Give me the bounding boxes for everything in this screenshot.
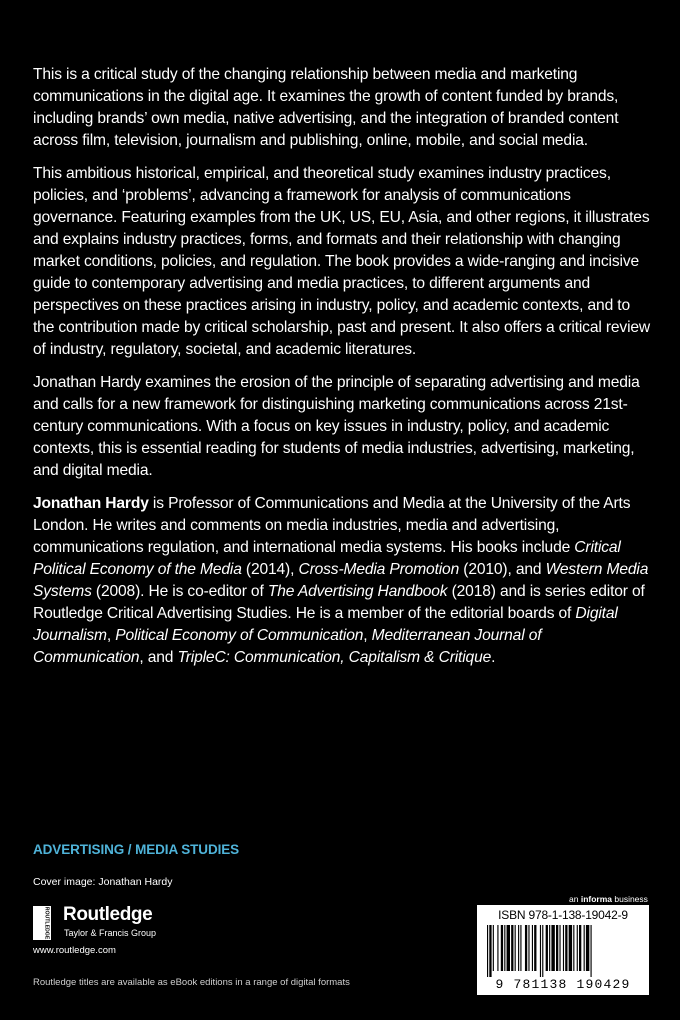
bio-text: , and bbox=[139, 649, 178, 666]
book-title: Critical Political Economy of the Media bbox=[33, 539, 621, 578]
bio-text: (2008). He is co-editor of bbox=[91, 583, 268, 600]
barcode-bar bbox=[551, 925, 554, 971]
informa-prefix: an bbox=[569, 894, 581, 904]
barcode-bar bbox=[493, 925, 494, 971]
bio-text: (2010), and bbox=[459, 561, 546, 578]
barcode-bar bbox=[569, 925, 572, 971]
bio-text: , bbox=[106, 627, 116, 644]
book-title: The Advertising Handbook bbox=[267, 583, 448, 600]
bio-text: , bbox=[363, 627, 372, 644]
barcode-bar bbox=[534, 925, 536, 971]
barcode-icon bbox=[483, 925, 643, 977]
barcode-bar bbox=[584, 925, 585, 971]
barcode-bar bbox=[511, 925, 513, 971]
journal-title: Mediterranean Journal of Communication bbox=[33, 627, 542, 666]
barcode-bar bbox=[577, 925, 578, 971]
informa-brand: informa bbox=[580, 894, 612, 904]
isbn-label: ISBN 978-1-138-19042-9 bbox=[498, 908, 628, 922]
barcode-bar bbox=[586, 925, 589, 971]
subject-category: ADVERTISING / MEDIA STUDIES bbox=[33, 842, 240, 857]
barcode-digits: 9 781138 190429 bbox=[495, 977, 631, 992]
barcode-bar bbox=[504, 925, 505, 971]
bio-text: (2018) and is series editor of Routledge Critical Advertising Studies. He is a member of the editorial boards of bbox=[33, 583, 645, 622]
barcode-bar bbox=[563, 925, 564, 971]
journal-title: Political Economy of Communication bbox=[115, 627, 364, 644]
publisher-website[interactable]: www.routledge.com bbox=[33, 945, 116, 956]
barcode-bar bbox=[540, 925, 541, 977]
cover-image-credit: Cover image: Jonathan Hardy bbox=[33, 876, 173, 888]
publisher-name: Routledge bbox=[63, 904, 153, 925]
ebook-note: Routledge titles are available as eBook editions in a range of digital formats bbox=[33, 977, 350, 988]
barcode-bar bbox=[556, 925, 558, 971]
book-title: Western Media Systems bbox=[33, 561, 649, 600]
journal-title: TripleC: Communication, Capitalism & Critique bbox=[177, 649, 492, 666]
journal-title: Digital Journalism bbox=[33, 605, 618, 644]
barcode-bar bbox=[518, 925, 519, 971]
bio-text: is Professor of Communications and Media at the University of the Arts London. He writes and comments on media industries, media and advertising, communications regulation, and international media systems. His books include bbox=[33, 495, 631, 556]
barcode-bar bbox=[532, 925, 533, 971]
barcode-bar bbox=[497, 925, 498, 971]
barcode-bar bbox=[542, 925, 543, 977]
informa-suffix: business bbox=[612, 894, 648, 904]
barcode-bar bbox=[573, 925, 574, 971]
author-bio bbox=[33, 493, 651, 669]
barcode-bar bbox=[579, 925, 581, 971]
routledge-mark-icon bbox=[33, 906, 51, 940]
barcode-bar bbox=[520, 925, 521, 971]
back-cover-blurb bbox=[33, 64, 651, 680]
barcode-bar bbox=[528, 925, 529, 971]
barcode-bar bbox=[515, 925, 516, 971]
mark-text: ROUTLEDGE bbox=[43, 906, 50, 940]
blurb-paragraph: Jonathan Hardy examines the erosion of the principle of separating advertising and media and calls for a new framework for distinguishing marketing communications across 21st-century communications. With a focus on key issues in industry, policy, and academic contexts, this is essential reading for students of media industries, advertising, marketing, and digital media. bbox=[33, 374, 640, 479]
informa-business-label bbox=[569, 894, 648, 904]
blurb-paragraph: This ambitious historical, empirical, and theoretical study examines industry practices, policies, and ‘problems’, advancing a framework for analysis of communications governance. Featuring examples from the UK, US, EU, Asia, and other regions, it illustrates and explains industry practices, forms, and formats and their relationship with changing market conditions, policies, and regulation. The book provides a wide-ranging and incisive guide to contemporary advertising and media practices, to different arguments and perspectives on these practices arising in industry, policy, and academic contexts, and to the contribution made by critical scholarship, past and present. It also offers a critical review of industry, regulatory, societal, and academic literatures. bbox=[33, 165, 651, 358]
bio-text: . bbox=[491, 649, 496, 666]
bio-text: (2014), bbox=[241, 561, 299, 578]
barcode-bar bbox=[525, 925, 527, 971]
author-name: Jonathan Hardy bbox=[33, 495, 149, 512]
blurb-paragraph: This is a critical study of the changing relationship between media and marketing communications in the digital age. It examines the growth of content funded by brands, including brands’ own media, native advertising, and the integration of branded content across film, television, journalism and publishing, online, mobile, and social media. bbox=[33, 66, 619, 149]
barcode-bar bbox=[565, 925, 567, 971]
barcode-bar bbox=[549, 925, 550, 971]
barcode-bar bbox=[559, 925, 560, 971]
publisher-group: Taylor & Francis Group bbox=[64, 928, 157, 938]
barcode-bar bbox=[487, 925, 488, 977]
barcode-bar bbox=[501, 925, 503, 971]
barcode-bar bbox=[507, 925, 510, 971]
barcode-bar bbox=[489, 925, 491, 977]
book-title: Cross-Media Promotion bbox=[298, 561, 460, 578]
barcode-bar bbox=[546, 925, 548, 971]
publisher-logo bbox=[33, 906, 173, 940]
barcode-panel bbox=[477, 905, 649, 995]
barcode-bar bbox=[591, 925, 592, 977]
